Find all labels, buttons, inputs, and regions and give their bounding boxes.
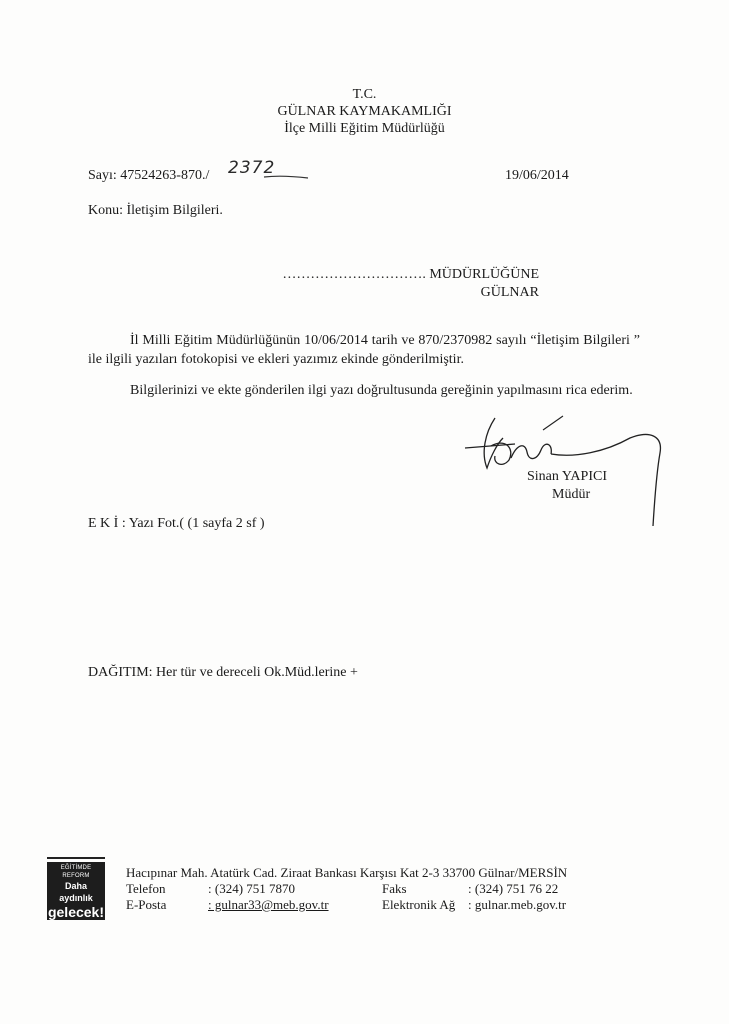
- footer-web-value[interactable]: : gulnar.meb.gov.tr: [468, 897, 567, 912]
- reform-badge-logo: [47, 862, 105, 920]
- handwritten-number: 2372: [228, 158, 276, 178]
- header-tc: T.C.: [352, 87, 377, 102]
- badge-line-2: Daha aydınlık: [59, 881, 93, 903]
- footer-address: Hacıpınar Mah. Atatürk Cad. Ziraat Bankası Karşısı Kat 2-3 33700 Gülnar/MERSİN: [126, 865, 568, 880]
- header-kaymakamlik: GÜLNAR KAYMAKAMLIĞI: [277, 104, 452, 119]
- footer-web-label: Elektronik Ağ: [382, 897, 456, 912]
- sayi-number: Sayı: 47524263-870./: [88, 168, 210, 183]
- footer-phone-value: : (324) 751 7870: [208, 881, 296, 896]
- footer-fax-label: Faks: [382, 881, 407, 896]
- header-mudurluk: İlçe Milli Eğitim Müdürlüğü: [284, 121, 445, 136]
- distribution-line: DAĞITIM: Her tür ve dereceli Ok.Müd.lerine +: [88, 665, 358, 680]
- attachment-line: E K İ : Yazı Fot.( (1 sayfa 2 sf ): [88, 516, 265, 531]
- body-paragraph-1: İl Milli Eğitim Müdürlüğünün 10/06/2014 tarih ve 870/2370982 sayılı “İletişim Bilgileri ” ile ilgili yazıları fotokopisi ve ekleri yazımız ekinde gönderilmiştir.: [88, 333, 640, 367]
- document-date: 19/06/2014: [505, 168, 569, 183]
- footer-email-link[interactable]: : gulnar33@meb.gov.tr: [208, 897, 329, 912]
- footer-email-label: E-Posta: [126, 897, 167, 912]
- badge-line-3: gelecek!: [47, 904, 105, 920]
- recipient-city: GÜLNAR: [480, 285, 539, 300]
- recipient-line: …………………………. MÜDÜRLÜĞÜNE: [282, 267, 539, 282]
- badge-rule: [47, 857, 105, 859]
- badge-line-1: EĞİTİMDE REFORM: [60, 865, 92, 879]
- footer-fax-value: : (324) 751 76 22: [468, 881, 559, 896]
- signatory-name: Sinan YAPICI: [527, 469, 607, 484]
- footer-phone-label: Telefon: [126, 881, 166, 896]
- signatory-title: Müdür: [552, 487, 591, 502]
- handwritten-underline: [262, 174, 310, 180]
- subject-line: Konu: İletişim Bilgileri.: [88, 203, 223, 218]
- body-paragraph-2: Bilgilerinizi ve ekte gönderilen ilgi yazı doğrultusunda gereğinin yapılmasını rica ederim.: [130, 383, 633, 398]
